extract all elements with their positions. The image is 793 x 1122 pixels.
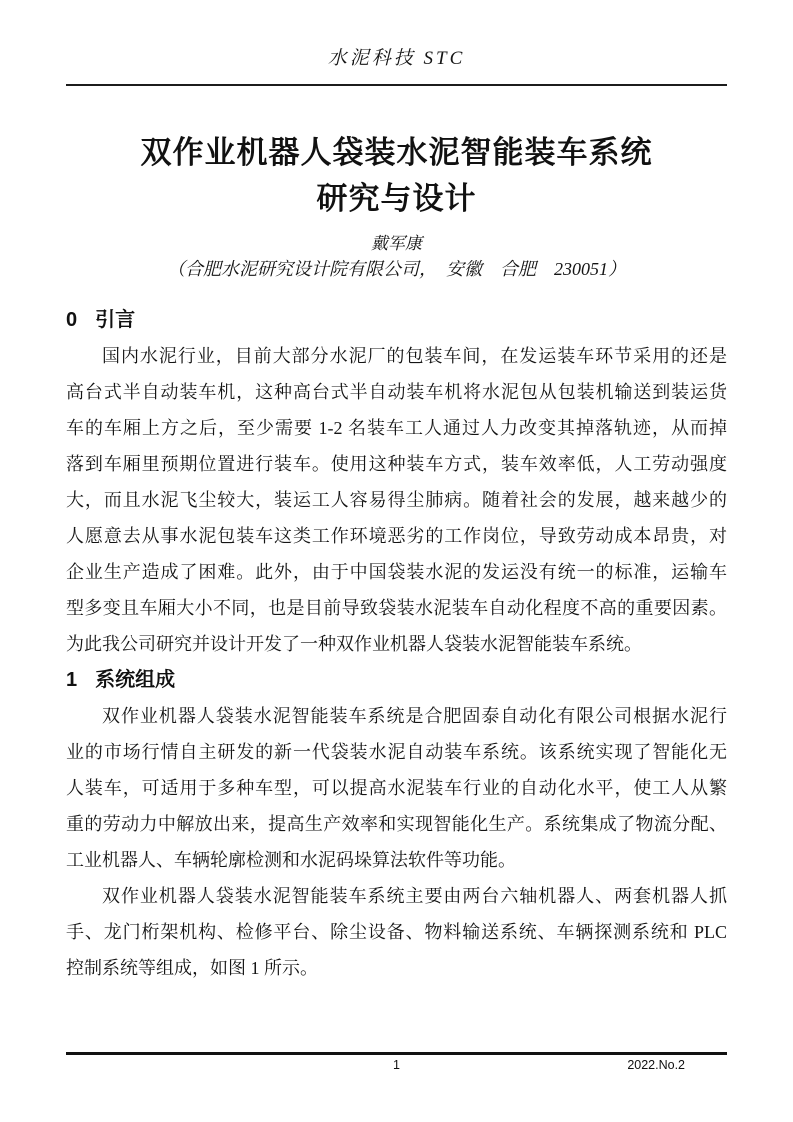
body-line: 落到车厢里预期位置进行装车。使用这种装车方式，装车效率低，人工劳动强度	[66, 453, 727, 474]
body-line: 为此我公司研究并设计开发了一种双作业机器人袋装水泥智能装车系统。	[66, 633, 642, 654]
footer-rule	[66, 1052, 727, 1055]
paragraph	[66, 878, 727, 986]
body-line: 手、龙门桁架机构、检修平台、除尘设备、物料输送系统、车辆探测系统和 PLC	[66, 921, 727, 942]
body-line: 控制系统等组成，如图 1 所示。	[66, 957, 318, 978]
paragraph	[66, 338, 727, 662]
article-title-line2: 研究与设计	[316, 181, 477, 216]
paragraph	[66, 698, 727, 878]
body-line: 型多变且车厢大小不同，也是目前导致袋装水泥装车自动化程度不高的重要因素。	[66, 597, 727, 618]
body-line: 国内水泥行业，目前大部分水泥厂的包装车间，在发运装车环节采用的还是	[102, 345, 727, 366]
article-title-line1: 双作业机器人袋装水泥智能装车系统	[140, 135, 653, 170]
body-line: 重的劳动力中解放出来，提高生产效率和实现智能化生产。系统集成了物流分配、	[66, 813, 727, 834]
journal-header	[66, 46, 727, 72]
body-line: 双作业机器人袋装水泥智能装车系统是合肥固泰自动化有限公司根据水泥行	[102, 705, 727, 726]
body-line: 大，而且水泥飞尘较大，装运工人容易得尘肺病。随着社会的发展，越来越少的	[66, 489, 727, 510]
section-heading-1	[66, 662, 727, 698]
body-line: 高台式半自动装车机，这种高台式半自动装车机将水泥包从包装机输送到装运货	[66, 381, 727, 402]
body-line: 人愿意去从事水泥包装车这类工作环境恶劣的工作岗位，导致劳动成本昂贵，对	[66, 525, 727, 546]
section-heading-0	[66, 302, 727, 338]
footer-row	[66, 1058, 727, 1075]
journal-title: 水泥科技 STC	[327, 48, 466, 69]
section-number: 0	[66, 308, 78, 331]
section-title: 系统组成	[95, 668, 176, 691]
body-line: 工业机器人、车辆轮廓检测和水泥码垛算法软件等功能。	[66, 849, 516, 870]
content-column	[66, 0, 727, 986]
page-footer	[66, 1052, 727, 1075]
body-line: 业的市场行情自主研发的新一代袋装水泥自动装车系统。该系统实现了智能化无	[66, 741, 727, 762]
body-line: 车的车厢上方之后，至少需要 1-2 名装车工人通过人力改变其掉落轨迹，从而掉	[66, 417, 727, 438]
body-line: 企业生产造成了困难。此外，由于中国袋装水泥的发运没有统一的标准，运输车	[66, 561, 727, 582]
body-line: 人装车，可适用于多种车型，可以提高水泥装车行业的自动化水平，使工人从繁	[66, 777, 727, 798]
body-line: 双作业机器人袋装水泥智能装车系统主要由两台六轴机器人、两套机器人抓	[102, 885, 727, 906]
author-name: 戴军康	[371, 234, 422, 253]
header-rule	[66, 84, 727, 86]
issue-label: 2022.No.2	[627, 1058, 685, 1072]
section-title: 引言	[95, 308, 136, 331]
page-number: 1	[393, 1058, 400, 1072]
article-title	[66, 130, 727, 222]
section-number: 1	[66, 668, 78, 691]
affiliation: （合肥水泥研究设计院有限公司， 安徽 合肥 230051）	[167, 259, 626, 279]
